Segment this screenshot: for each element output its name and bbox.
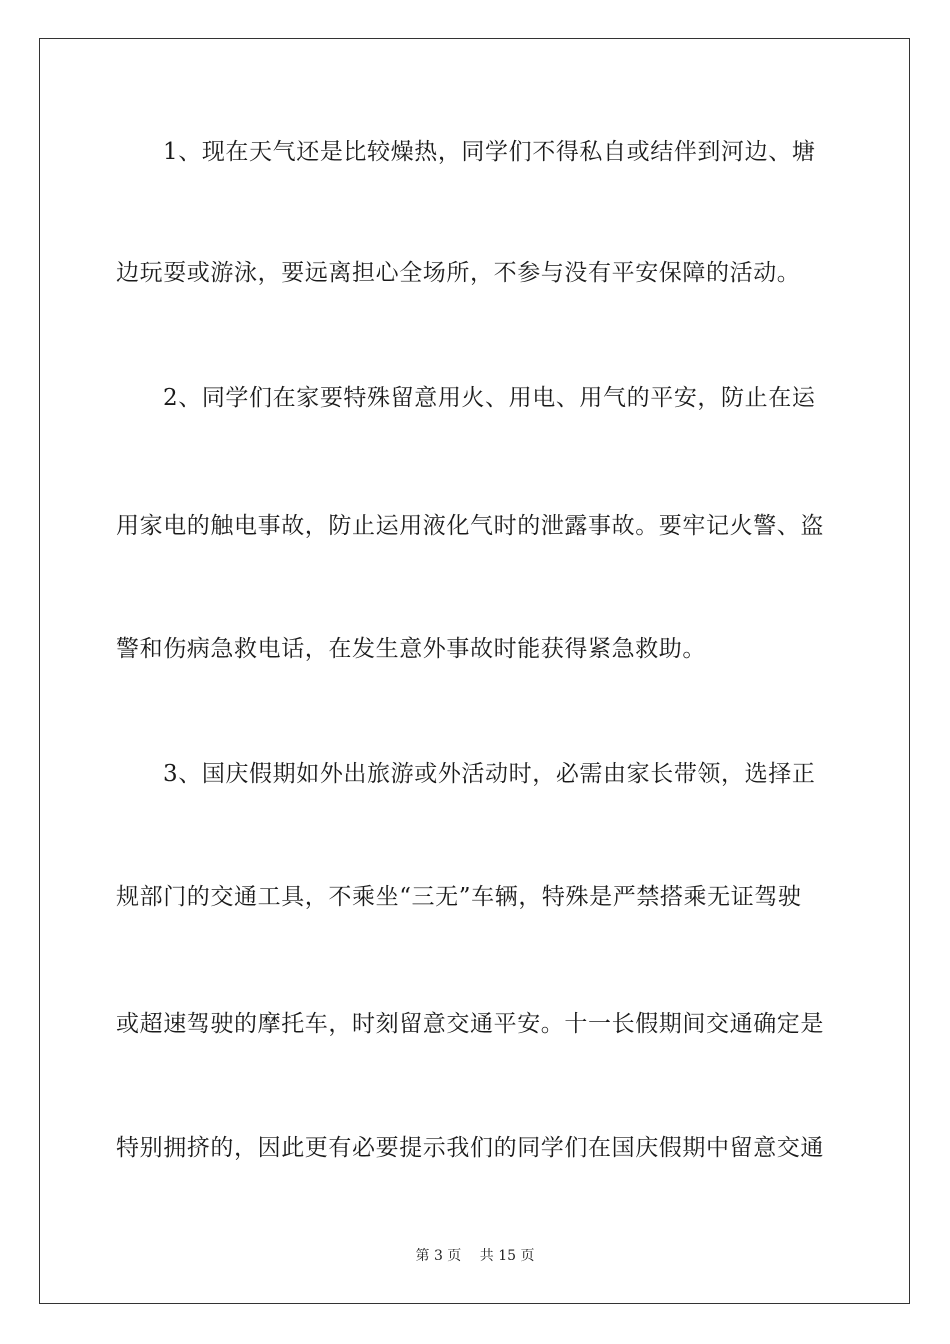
paragraph-3-line-4: 特别拥挤的，因此更有必要提示我们的同学们在国庆假期中留意交通 bbox=[116, 1135, 824, 1161]
paragraph-2-line-2: 用家电的触电事故，防止运用液化气时的泄露事故。要牢记火警、盗 bbox=[116, 513, 824, 539]
paragraph-1-line-2: 边玩耍或游泳，要远离担心全场所，不参与没有平安保障的活动。 bbox=[116, 260, 801, 286]
paragraph-2-line-1: 2、同学们在家要特殊留意用火、用电、用气的平安，防止在运 bbox=[163, 385, 816, 411]
paragraph-2-line-3: 警和伤病急救电话，在发生意外事故时能获得紧急救助。 bbox=[116, 636, 706, 662]
page-border bbox=[39, 38, 910, 1304]
paragraph-1-line-1: 1、现在天气还是比较燥热，同学们不得私自或结伴到河边、塘 bbox=[163, 139, 816, 165]
paragraph-3-line-1: 3、国庆假期如外出旅游或外活动时，必需由家长带领，选择正 bbox=[163, 761, 816, 787]
paragraph-3-line-2: 规部门的交通工具，不乘坐“三无”车辆，特殊是严禁搭乘无证驾驶 bbox=[116, 884, 802, 910]
page-number-footer: 第 3 页 共 15 页 bbox=[415, 1248, 535, 1264]
paragraph-3-line-3: 或超速驾驶的摩托车，时刻留意交通平安。十一长假期间交通确定是 bbox=[116, 1011, 824, 1037]
